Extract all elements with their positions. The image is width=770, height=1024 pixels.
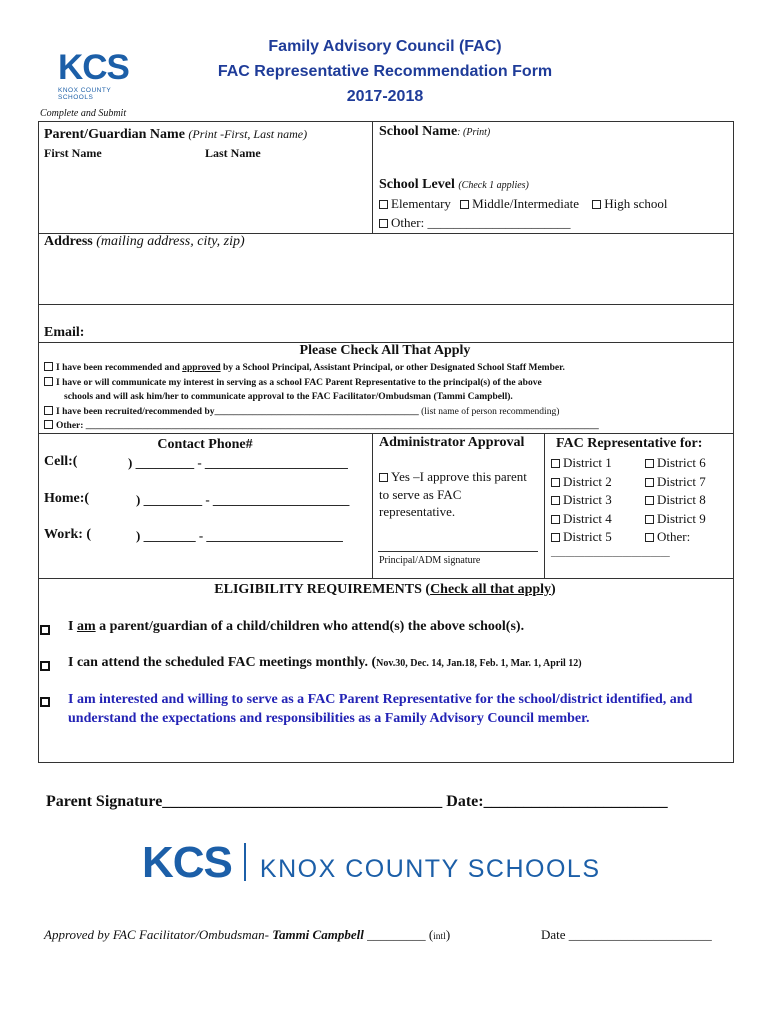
checkbox-icon xyxy=(379,200,388,209)
home-phone-input[interactable]: ) _________ - _____________________ xyxy=(136,492,350,507)
district-other-line[interactable]: _________________________ xyxy=(551,549,670,559)
initial-label: intl xyxy=(433,932,446,942)
initial-line[interactable]: _________ ( xyxy=(363,927,434,942)
req1-checkbox[interactable] xyxy=(40,622,50,640)
parent-name-label: Parent/Guardian Name xyxy=(44,127,185,142)
last-name-label: Last Name xyxy=(205,146,261,160)
fac-rep-title: FAC Representative for: xyxy=(556,436,703,451)
logo-text: KCS xyxy=(58,48,129,87)
apply-item-communicate[interactable]: I have or will communicate my interest in serving as a school FAC Parent Representative to the principal(s) of the above xyxy=(44,376,542,390)
checkbox-icon xyxy=(551,515,560,524)
level-elementary[interactable]: Elementary xyxy=(379,196,451,211)
checkbox-icon xyxy=(379,219,388,228)
principal-signature-line[interactable] xyxy=(378,551,538,552)
checkbox-icon xyxy=(44,377,53,386)
approved-by-line: Approved by FAC Facilitator/Ombudsman- Tammi Campbell _________ (intl) xyxy=(44,927,451,942)
checkbox-icon xyxy=(645,459,654,468)
logo-subtitle: KNOX COUNTY SCHOOLS xyxy=(58,87,112,101)
req3-text: I am interested and willing to serve as a FAC Parent Representative for the school/district identified, and understand the expectations and responsibilities as a Family Advisory Council member. xyxy=(68,692,693,726)
logo-divider xyxy=(244,843,246,881)
work-phone-input[interactable]: ) ________ - _____________________ xyxy=(136,528,343,543)
checkbox-icon xyxy=(551,496,560,505)
checkbox-icon xyxy=(44,420,53,429)
checkbox-icon xyxy=(40,661,50,671)
form-title-line2: FAC Representative Recommendation Form xyxy=(217,63,553,80)
checkbox-icon xyxy=(44,406,53,415)
checkbox-icon xyxy=(645,515,654,524)
apply-item-approved[interactable]: I have been recommended and approved by a School Principal, Assistant Principal, or other Designated School Staff Member. xyxy=(44,361,565,375)
district-column-left xyxy=(551,454,612,547)
parent-name-field[interactable] xyxy=(44,127,307,143)
checkbox-icon xyxy=(551,478,560,487)
first-name-label: First Name xyxy=(44,146,102,160)
req1-text: I am a parent/guardian of a child/children who attend(s) the above school(s). xyxy=(68,619,525,634)
level-other[interactable]: Other: ______________________ xyxy=(379,215,570,231)
checkbox-icon xyxy=(551,533,560,542)
district-9-option[interactable]: District 9 xyxy=(645,510,706,529)
footer-logo-text: KCS xyxy=(142,838,232,887)
req3-checkbox[interactable] xyxy=(40,694,50,712)
contact-phone-title: Contact Phone# xyxy=(157,437,253,452)
address-field[interactable] xyxy=(44,234,245,250)
district-5-option[interactable]: District 5 xyxy=(551,528,612,547)
checkbox-icon xyxy=(592,200,601,209)
principal-signature-label: Principal/ADM signature xyxy=(379,555,481,566)
cell-label: Cell:( xyxy=(44,454,78,469)
checkbox-icon xyxy=(44,362,53,371)
apply-item-recruited[interactable]: I have been recruited/recommended by___________________________________________ (list name of person recommending) xyxy=(44,405,559,419)
district-4-option[interactable]: District 4 xyxy=(551,510,612,529)
admin-approve-checkbox[interactable]: Yes –I approve this parent to serve as FAC representative. xyxy=(379,469,527,519)
home-label: Home:( xyxy=(44,491,90,506)
knox-county-schools-logo xyxy=(142,838,601,888)
address-hint: (mailing address, city, zip) xyxy=(96,234,245,249)
apply-item-communicate-line2: schools and will ask him/her to communicate approval to the FAC Facilitator/Ombudsman (Tammi Campbell). xyxy=(64,392,513,402)
checkbox-icon xyxy=(460,200,469,209)
eligibility-title: ELIGIBILITY REQUIREMENTS (Check all that apply) xyxy=(214,582,556,597)
district-1-option[interactable]: District 1 xyxy=(551,454,612,473)
req2-text: I can attend the scheduled FAC meetings monthly. (Nov.30, Dec. 14, Jan.18, Feb. 1, Mar. 1, April 12) xyxy=(68,655,582,670)
apply-section-title: Please Check All That Apply xyxy=(299,343,471,358)
footer-logo-name: KNOX COUNTY SCHOOLS xyxy=(259,855,601,883)
form-title-year: 2017-2018 xyxy=(346,88,424,105)
approval-date-line[interactable]: Date ______________________ xyxy=(541,927,712,942)
address-label: Address xyxy=(44,234,93,249)
parent-name-hint: (Print -First, Last name) xyxy=(188,127,308,141)
level-middle[interactable]: Middle/Intermediate xyxy=(460,196,579,211)
req2-checkbox[interactable] xyxy=(40,658,50,676)
district-7-option[interactable]: District 7 xyxy=(645,473,706,492)
checkbox-icon xyxy=(645,533,654,542)
apply-item-other[interactable]: Other: ____________________________________________________________________________________________________________ xyxy=(44,419,728,433)
district-2-option[interactable]: District 2 xyxy=(551,473,612,492)
cell-phone-input[interactable]: ) _________ - ______________________ xyxy=(128,455,348,470)
checkbox-icon xyxy=(551,459,560,468)
email-field-label[interactable]: Email: xyxy=(44,325,85,340)
admin-approval-title: Administrator Approval xyxy=(379,435,525,450)
parent-signature-line[interactable]: Parent Signature___________________________________ Date:_______________________ xyxy=(46,793,668,810)
school-name-hint: : (Print) xyxy=(457,127,491,138)
checkbox-icon xyxy=(40,697,50,707)
school-level-heading xyxy=(379,177,529,193)
approved-by-label: Approved by FAC Facilitator/Ombudsman- xyxy=(44,927,273,942)
checkbox-icon xyxy=(379,473,388,482)
checkbox-icon xyxy=(645,496,654,505)
kcs-logo xyxy=(58,48,138,101)
work-label: Work: ( xyxy=(44,527,92,542)
district-8-option[interactable]: District 8 xyxy=(645,491,706,510)
school-name-field[interactable] xyxy=(379,124,490,140)
school-level-options xyxy=(379,196,667,212)
level-high[interactable]: High school xyxy=(592,196,667,211)
school-level-hint: (Check 1 applies) xyxy=(458,180,529,191)
school-name-label: School Name xyxy=(379,124,458,139)
school-level-label: School Level xyxy=(379,177,455,192)
approved-by-name: Tammi Campbell xyxy=(272,927,364,942)
district-6-option[interactable]: District 6 xyxy=(645,454,706,473)
district-column-right xyxy=(645,454,706,547)
district-other-option[interactable]: Other: xyxy=(645,528,706,547)
checkbox-icon xyxy=(40,625,50,635)
district-3-option[interactable]: District 3 xyxy=(551,491,612,510)
complete-and-submit-label: Complete and Submit xyxy=(40,108,127,119)
form-title-line1: Family Advisory Council (FAC) xyxy=(268,38,502,55)
checkbox-icon xyxy=(645,478,654,487)
